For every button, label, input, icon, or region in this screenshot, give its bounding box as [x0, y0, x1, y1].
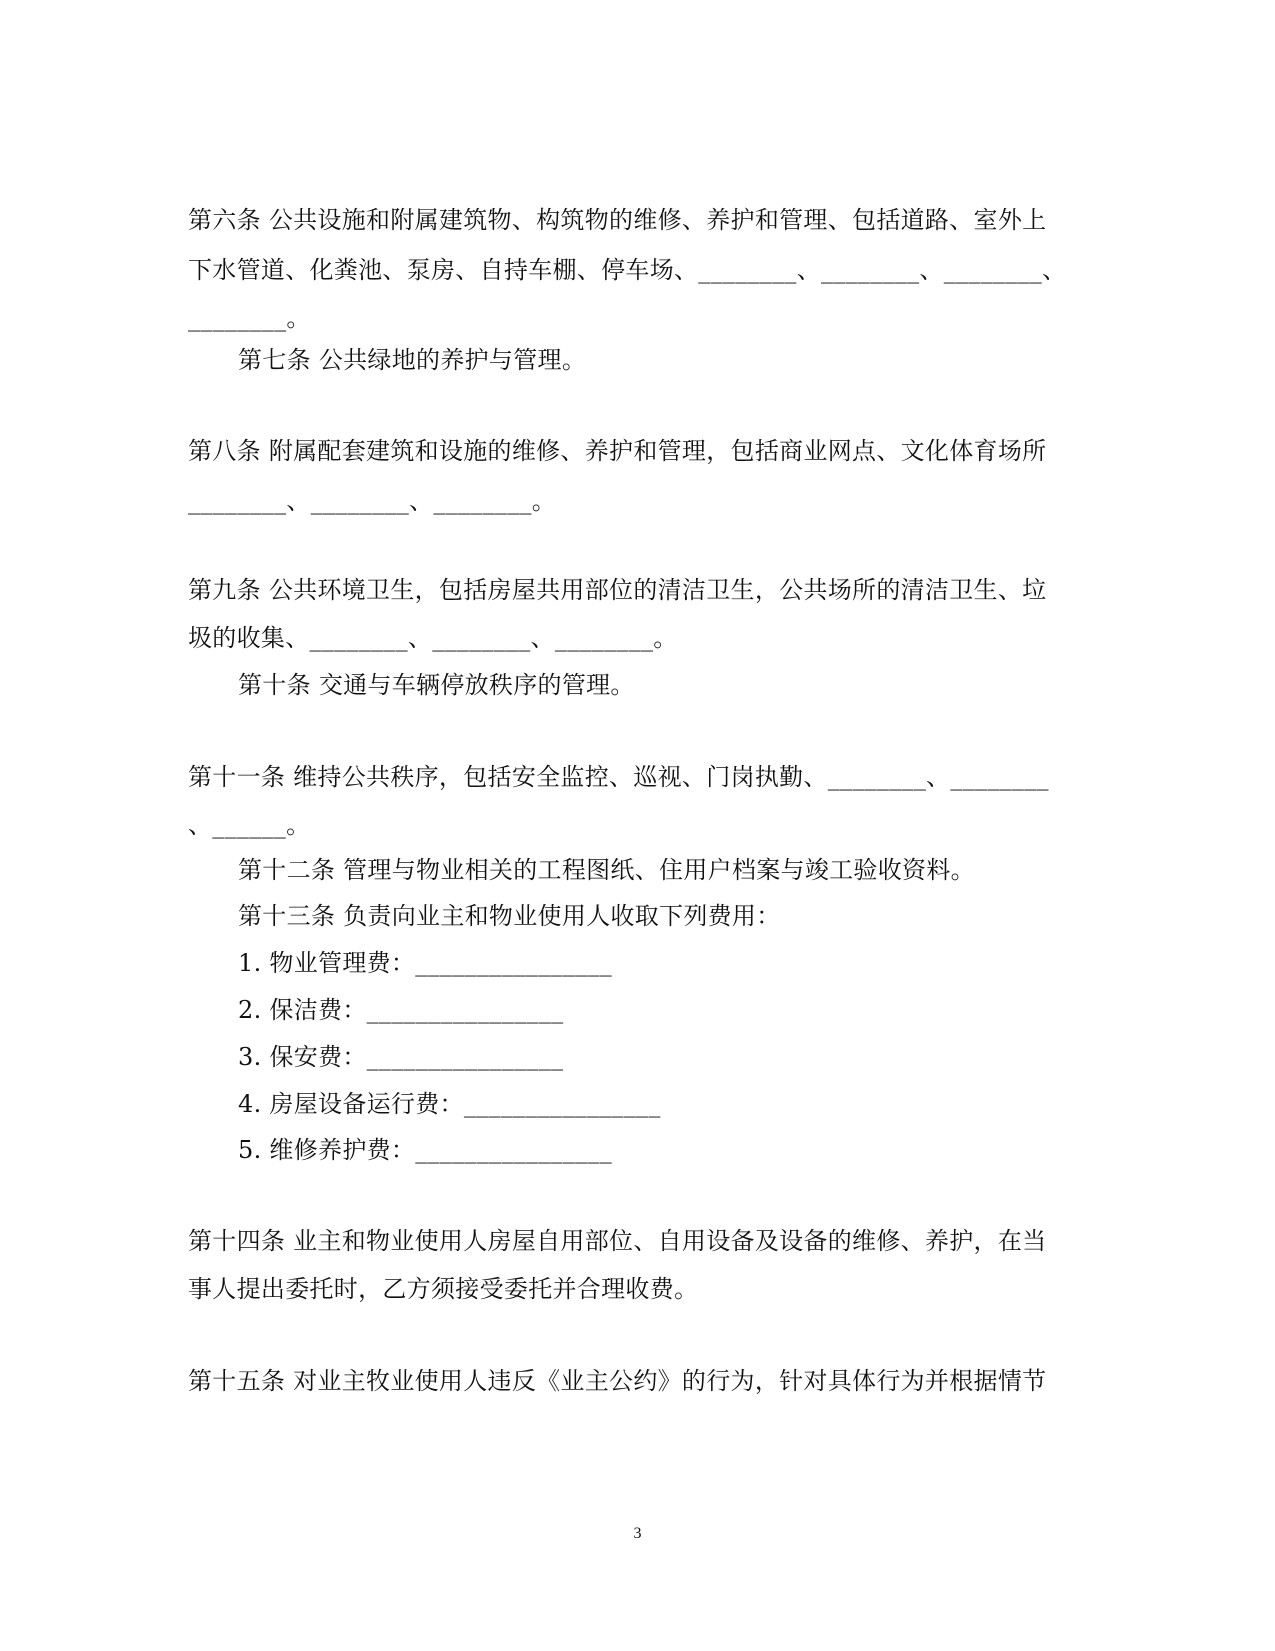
article-11-line-2: 、______。: [188, 811, 311, 839]
article-7: 第七条 公共绿地的养护与管理。: [238, 346, 587, 374]
article-12: 第十二条 管理与物业相关的工程图纸、住用户档案与竣工验收资料。: [238, 856, 975, 884]
fee-item-3: 3. 保安费：________________: [238, 1043, 564, 1071]
article-11-line-1: 第十一条 维持公共秩序，包括安全监控、巡视、门岗执勤、________、________: [188, 763, 1049, 791]
article-8-line-2: ________、________、________。: [188, 487, 557, 515]
article-15-line-1: 第十五条 对业主牧业使用人违反《业主公约》的行为，针对具体行为并根据情节: [188, 1367, 1047, 1395]
article-10: 第十条 交通与车辆停放秩序的管理。: [238, 671, 635, 699]
article-8-line-1: 第八条 附属配套建筑和设施的维修、养护和管理，包括商业网点、文化体育场所: [188, 437, 1047, 465]
article-14-line-1: 第十四条 业主和物业使用人房屋自用部位、自用设备及设备的维修、养护，在当: [188, 1227, 1047, 1255]
fee-item-1: 1. 物业管理费：________________: [238, 949, 613, 977]
article-14-line-2: 事人提出委托时，乙方须接受委托并合理收费。: [188, 1275, 699, 1303]
article-13: 第十三条 负责向业主和物业使用人收取下列费用：: [238, 902, 781, 930]
article-9-line-1: 第九条 公共环境卫生，包括房屋共用部位的清洁卫生，公共场所的清洁卫生、垃: [188, 576, 1047, 604]
fee-item-5: 5. 维修养护费：________________: [238, 1136, 613, 1164]
fee-item-2: 2. 保洁费：________________: [238, 996, 564, 1024]
article-6-line-1: 第六条 公共设施和附属建筑物、构筑物的维修、养护和管理、包括道路、室外上: [188, 206, 1047, 234]
article-6-line-2: 下水管道、化粪池、泵房、自持车棚、停车场、________、________、________、: [188, 256, 1067, 284]
article-6-line-3: ________。: [188, 304, 311, 332]
fee-item-4: 4. 房屋设备运行费：________________: [238, 1090, 661, 1118]
article-9-line-2: 圾的收集、________、________、________。: [188, 624, 678, 652]
page-number: 3: [633, 1525, 642, 1542]
